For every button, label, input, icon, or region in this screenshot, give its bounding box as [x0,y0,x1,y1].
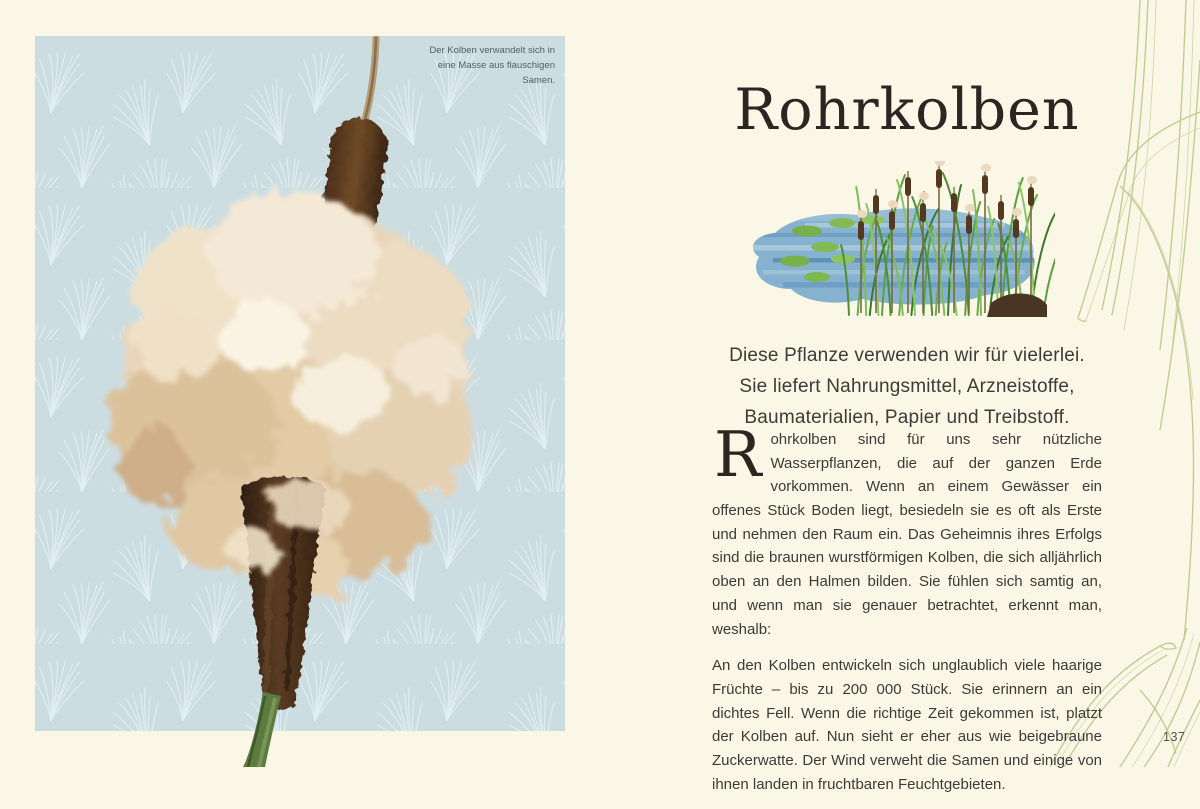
page-title: Rohrkolben [734,77,1080,143]
paragraph-2: An den Kolben entwickeln sich unglaublich viele haarige Früchte – bis zu 200 000 Stück. Sie erinnern an ein dichtes Fell. Wenn die richtige Zeit gekommen ist, platzt der Kolben auf. Nun sieht er eher aus wie beigebraune Zuckerwatte. Der Wind verweht die Samen und einige von ihnen landen in fruchtbaren Feuchtgebieten. [712,657,1102,793]
reed-base-mound [987,293,1047,317]
cattail-seed-photo [35,36,565,767]
intro-line: Diese Pflanze verwenden wir für vielerlei. [729,345,1085,366]
body-text [712,418,1102,809]
paragraph-1-text: ohrkolben sind für uns sehr nützliche Wasserpflanzen, die auf der ganzen Erde vorkommen. Wenn an einem Gewässer ein offenes Stück Boden liegt, besiedeln sie es oft als Erste und nehmen den Raum ein. Das Geheimnis ihres Erfolgs sind die braunen wurstförmigen Kolben, die sich alljährlich oben an den Halmen bilden. Sie fühlen sich samtig an, und wenn man sie genauer betrachtet, erkennt man, weshalb: [712,431,1102,638]
drop-cap: R [714,418,762,491]
page-number: 137 [1163,730,1186,744]
pond-cattail-illustration [745,161,1055,321]
intro-line: Baumaterialien, Papier und Treibstoff. [744,406,1070,428]
right-page [712,0,1102,793]
cattail-stem [243,692,281,767]
paragraph-1 [712,418,1102,641]
intro-line: Sie liefert Nahrungsmittel, Arzneistoffe, [739,375,1075,397]
photo-caption: Der Kolben verwandelt sich in eine Masse aus flauschigen Samen. [429,45,555,87]
